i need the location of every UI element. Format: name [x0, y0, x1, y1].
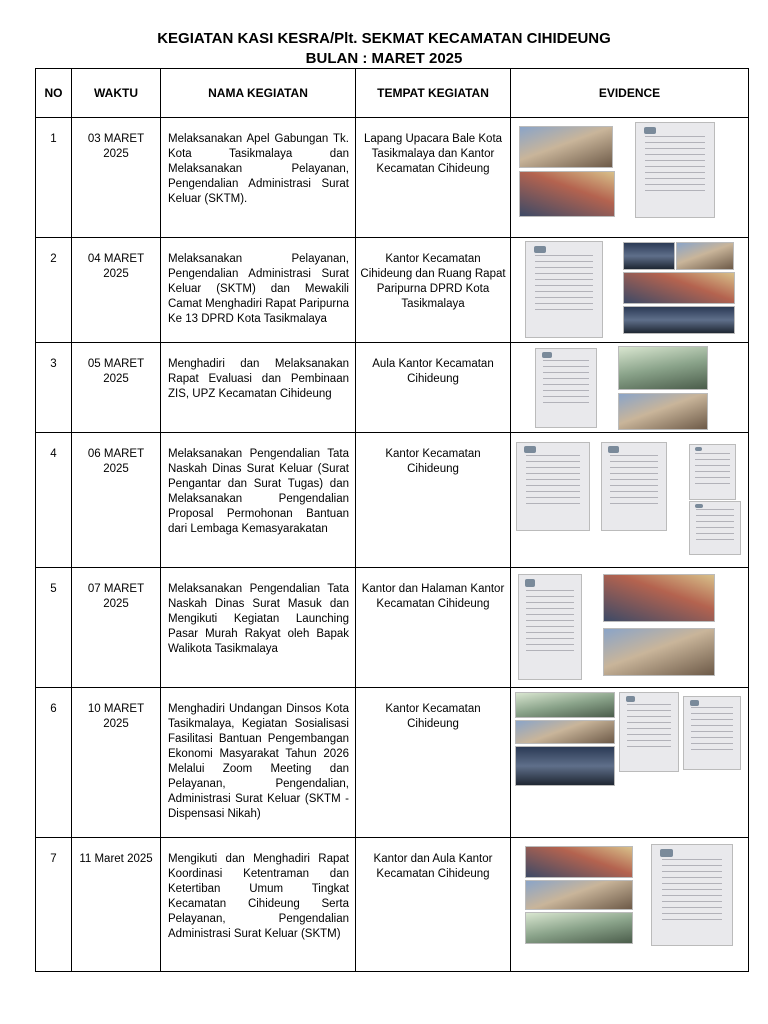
- cell-evidence: [511, 568, 749, 688]
- table-row: [36, 433, 749, 568]
- evidence-photo[interactable]: [525, 880, 633, 910]
- nama-kegiatan-text: Melaksanakan Pelayanan, Pengendalian Administrasi Surat Keluar (SKTM) dan Mewakili Camat Menghadiri Rapat Paripurna Ke 13 DPRD Kota Tasikmalaya: [168, 253, 349, 325]
- cell-nama-kegiatan: [161, 433, 356, 568]
- table-row: [36, 343, 749, 433]
- page-subtitle: BULAN : MARET 2025: [305, 50, 463, 67]
- cell-nama-kegiatan: [161, 238, 356, 343]
- evidence-document[interactable]: [516, 442, 590, 531]
- evidence-photo[interactable]: [525, 912, 633, 944]
- evidence-photo[interactable]: [623, 242, 675, 270]
- nama-kegiatan-text: Menghadiri Undangan Dinsos Kota Tasikmalaya, Kegiatan Sosialisasi Fasilitasi Bantuan Pengembangan Ekonomi Masyarakat Tahun 2026 Melalui Zoom Meeting dan Pelayanan, Pengendalian, Administrasi Surat Keluar (SKTM - Dispensasi Nikah): [168, 703, 349, 820]
- evidence-photo[interactable]: [618, 393, 708, 430]
- evidence-document[interactable]: [689, 444, 736, 500]
- page-title: KEGIATAN KASI KESRA/Plt. SEKMAT KECAMATAN CIHIDEUNG: [157, 30, 611, 47]
- evidence-photo[interactable]: [603, 628, 715, 676]
- cell-evidence: [511, 118, 749, 238]
- table-header-row: [36, 69, 749, 118]
- evidence-document[interactable]: [601, 442, 667, 531]
- cell-no: 5: [36, 568, 72, 688]
- cell-no: 4: [36, 433, 72, 568]
- cell-evidence: [511, 688, 749, 838]
- nama-kegiatan-text: Melaksanakan Pengendalian Tata Naskah Dinas Surat Keluar (Surat Pengantar dan Surat Tugas) dan Melaksanakan Pengendalian Proposal Permohonan Bantuan dari Lembaga Kemasyarakatan: [168, 448, 349, 535]
- cell-waktu: 07 MARET 2025: [72, 568, 161, 688]
- nama-kegiatan-text: Menghadiri dan Melaksanakan Rapat Evaluasi dan Pembinaan ZIS, UPZ Kecamatan Cihideung: [168, 358, 349, 400]
- evidence-document[interactable]: [518, 574, 582, 680]
- evidence-photo[interactable]: [603, 574, 715, 622]
- activity-table: [35, 68, 749, 972]
- evidence-document[interactable]: [683, 696, 741, 770]
- evidence-document[interactable]: [689, 501, 741, 555]
- evidence-photo[interactable]: [515, 720, 615, 744]
- evidence-photo[interactable]: [623, 272, 735, 304]
- cell-tempat-kegiatan: Aula Kantor Kecamatan Cihideung: [356, 343, 511, 433]
- cell-tempat-kegiatan: Kantor Kecamatan Cihideung: [356, 433, 511, 568]
- table-row: [36, 838, 749, 972]
- column-header-nama-kegiatan: NAMA KEGIATAN: [161, 69, 356, 118]
- cell-evidence: [511, 238, 749, 343]
- cell-nama-kegiatan: [161, 688, 356, 838]
- cell-nama-kegiatan: [161, 568, 356, 688]
- cell-tempat-kegiatan: Lapang Upacara Bale Kota Tasikmalaya dan Kantor Kecamatan Cihideung: [356, 118, 511, 238]
- cell-nama-kegiatan: [161, 343, 356, 433]
- column-header-tempat-kegiatan: TEMPAT KEGIATAN: [356, 69, 511, 118]
- cell-waktu: 04 MARET 2025: [72, 238, 161, 343]
- cell-waktu: 03 MARET 2025: [72, 118, 161, 238]
- cell-no: 2: [36, 238, 72, 343]
- cell-evidence: [511, 838, 749, 972]
- cell-no: 1: [36, 118, 72, 238]
- cell-no: 3: [36, 343, 72, 433]
- cell-tempat-kegiatan: Kantor dan Aula Kantor Kecamatan Cihideung: [356, 838, 511, 972]
- evidence-document[interactable]: [651, 844, 733, 946]
- evidence-photo[interactable]: [618, 346, 708, 390]
- cell-nama-kegiatan: [161, 118, 356, 238]
- cell-waktu: 06 MARET 2025: [72, 433, 161, 568]
- column-header-waktu: WAKTU: [72, 69, 161, 118]
- evidence-document[interactable]: [619, 692, 679, 772]
- cell-nama-kegiatan: [161, 838, 356, 972]
- evidence-document[interactable]: [635, 122, 715, 218]
- nama-kegiatan-text: Melaksanakan Pengendalian Tata Naskah Dinas Surat Masuk dan Mengikuti Kegiatan Launching Pasar Murah Rakyat oleh Bapak Walikota Tasikmalaya: [168, 583, 349, 655]
- evidence-photo[interactable]: [519, 171, 615, 217]
- cell-waktu: 11 Maret 2025: [72, 838, 161, 972]
- cell-waktu: 10 MARET 2025: [72, 688, 161, 838]
- column-header-evidence: EVIDENCE: [511, 69, 749, 118]
- cell-evidence: [511, 343, 749, 433]
- evidence-photo[interactable]: [676, 242, 734, 270]
- table-row: [36, 688, 749, 838]
- cell-tempat-kegiatan: Kantor dan Halaman Kantor Kecamatan Cihideung: [356, 568, 511, 688]
- evidence-photo[interactable]: [623, 306, 735, 334]
- table-row: [36, 238, 749, 343]
- cell-waktu: 05 MARET 2025: [72, 343, 161, 433]
- cell-evidence: [511, 433, 749, 568]
- evidence-photo[interactable]: [515, 692, 615, 718]
- table-row: [36, 568, 749, 688]
- evidence-photo[interactable]: [525, 846, 633, 878]
- evidence-document[interactable]: [525, 241, 603, 338]
- cell-tempat-kegiatan: Kantor Kecamatan Cihideung: [356, 688, 511, 838]
- cell-no: 7: [36, 838, 72, 972]
- cell-no: 6: [36, 688, 72, 838]
- table-row: [36, 118, 749, 238]
- evidence-document[interactable]: [535, 348, 597, 428]
- nama-kegiatan-text: Mengikuti dan Menghadiri Rapat Koordinasi Ketentraman dan Ketertiban Umum Tingkat Kecamatan Cihideung Serta Pelayanan, Pengendalian Administrasi Surat Keluar (SKTM): [168, 853, 349, 940]
- nama-kegiatan-text: Melaksanakan Apel Gabungan Tk. Kota Tasikmalaya dan Melaksanakan Pelayanan, Pengendalian Administrasi Surat Keluar (SKTM).: [168, 133, 349, 205]
- evidence-photo[interactable]: [515, 746, 615, 786]
- column-header-no: NO: [36, 69, 72, 118]
- cell-tempat-kegiatan: Kantor Kecamatan Cihideung dan Ruang Rapat Paripurna DPRD Kota Tasikmalaya: [356, 238, 511, 343]
- evidence-photo[interactable]: [519, 126, 613, 168]
